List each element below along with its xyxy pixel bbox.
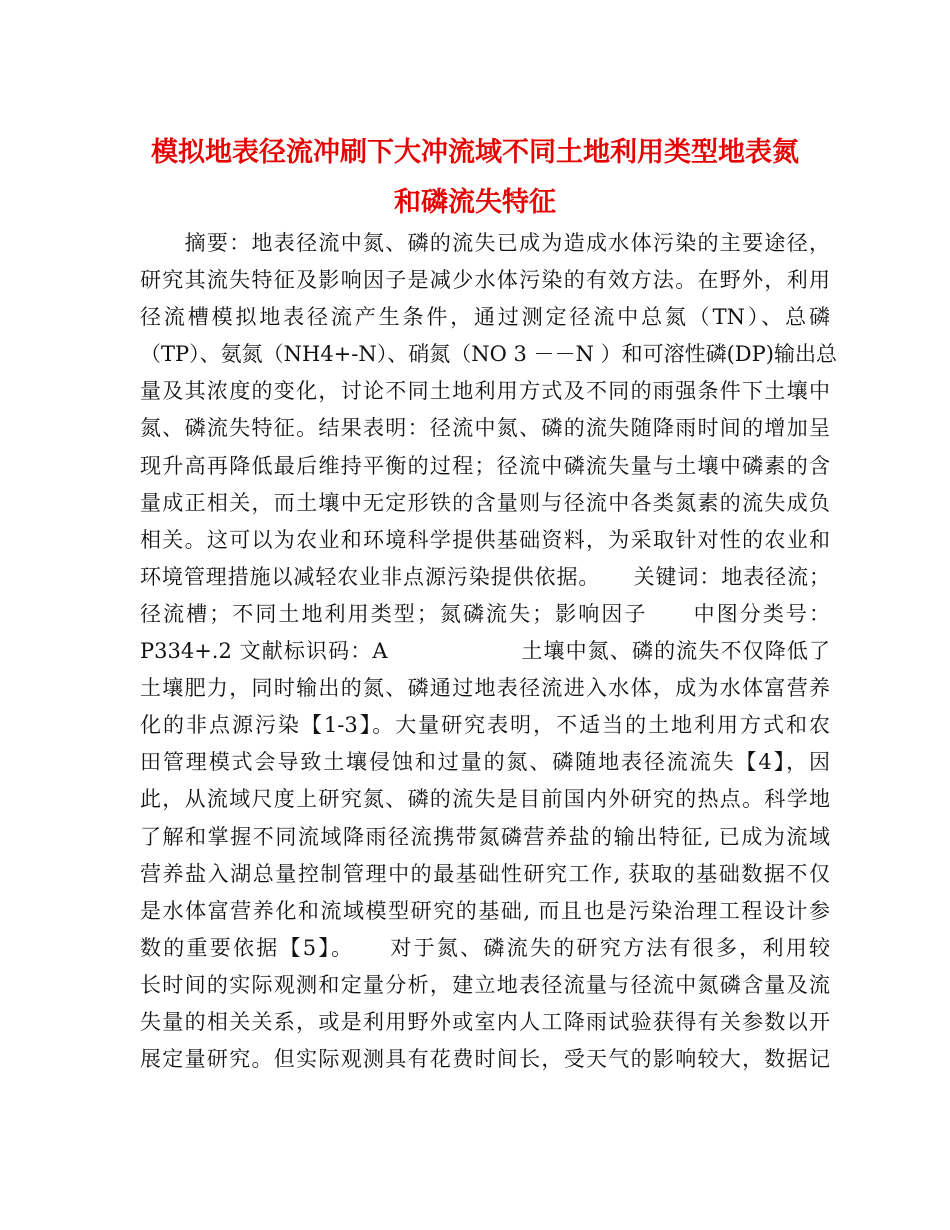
document-title (120, 128, 830, 228)
body-line: 量成正相关，而土壤中无定形铁的含量则与径流中各类氮素的流失成负 (140, 490, 830, 515)
body-line: （TP）、氨氮（NH4+-N）、硝氮（NO 3 －－N ）和可溶性磷(DP)输出总 (140, 342, 837, 367)
body-line: P334+.2 文献标识码：A 土壤中氮、磷的流失不仅降低了 (140, 639, 830, 664)
body-line: 失量的相关关系，或是利用野外或室内人工降雨试验获得有关参数以开 (140, 1009, 830, 1034)
body-line: 摘要：地表径流中氮、磷的流失已成为造成水体污染的主要途径， (140, 231, 830, 255)
body-line: 数的重要依据【5】。 对于氮、磷流失的研究方法有很多，利用较 (140, 935, 830, 960)
body-line: 化的非点源污染【1-3】。大量研究表明，不适当的土地利用方式和农 (140, 713, 830, 738)
body-line: 土壤肥力，同时输出的氮、磷通过地表径流进入水体，成为水体富营养 (140, 676, 830, 701)
body-line: 营养盐入湖总量控制管理中的最基础性研究工作, 获取的基础数据不仅 (140, 861, 830, 886)
body-line: 此，从流域尺度上研究氮、磷的流失是目前国内外研究的热点。科学地 (140, 787, 830, 812)
body-line: 量及其浓度的变化，讨论不同土地利用方式及不同的雨强条件下土壤中 (140, 379, 830, 404)
body-line: 相关。这可以为农业和环境科学提供基础资料，为采取针对性的农业和 (140, 527, 830, 552)
body-line: 径流槽；不同土地利用类型；氮磷流失；影响因子 中图分类号： (140, 601, 830, 626)
body-line: 环境管理措施以减轻农业非点源污染提供依据。 关键词：地表径流； (140, 564, 830, 589)
body-line: 径流槽模拟地表径流产生条件，通过测定径流中总氮（TN）、总磷 (140, 305, 830, 330)
document-body (140, 225, 837, 1078)
body-line: 展定量研究。但实际观测具有花费时间长，受天气的影响较大，数据记 (140, 1047, 830, 1072)
body-line: 了解和掌握不同流域降雨径流携带氮磷营养盐的输出特征, 已成为流域 (140, 824, 830, 849)
body-line: 现升高再降低最后维持平衡的过程；径流中磷流失量与土壤中磷素的含 (140, 453, 830, 478)
title-line-2: 和磷流失特征 (394, 187, 556, 218)
body-line: 研究其流失特征及影响因子是减少水体污染的有效方法。在野外，利用 (140, 268, 830, 293)
body-line: 氮、磷流失特征。结果表明：径流中氮、磷的流失随降雨时间的增加呈 (140, 416, 830, 441)
body-line: 长时间的实际观测和定量分析，建立地表径流量与径流中氮磷含量及流 (140, 972, 830, 997)
body-line: 是水体富营养化和流域模型研究的基础, 而且也是污染治理工程设计参 (140, 898, 830, 923)
title-line-1: 模拟地表径流冲刷下大冲流域不同土地利用类型地表氮 (151, 137, 799, 168)
body-line: 田管理模式会导致土壤侵蚀和过量的氮、磷随地表径流流失【4】，因 (140, 750, 830, 775)
